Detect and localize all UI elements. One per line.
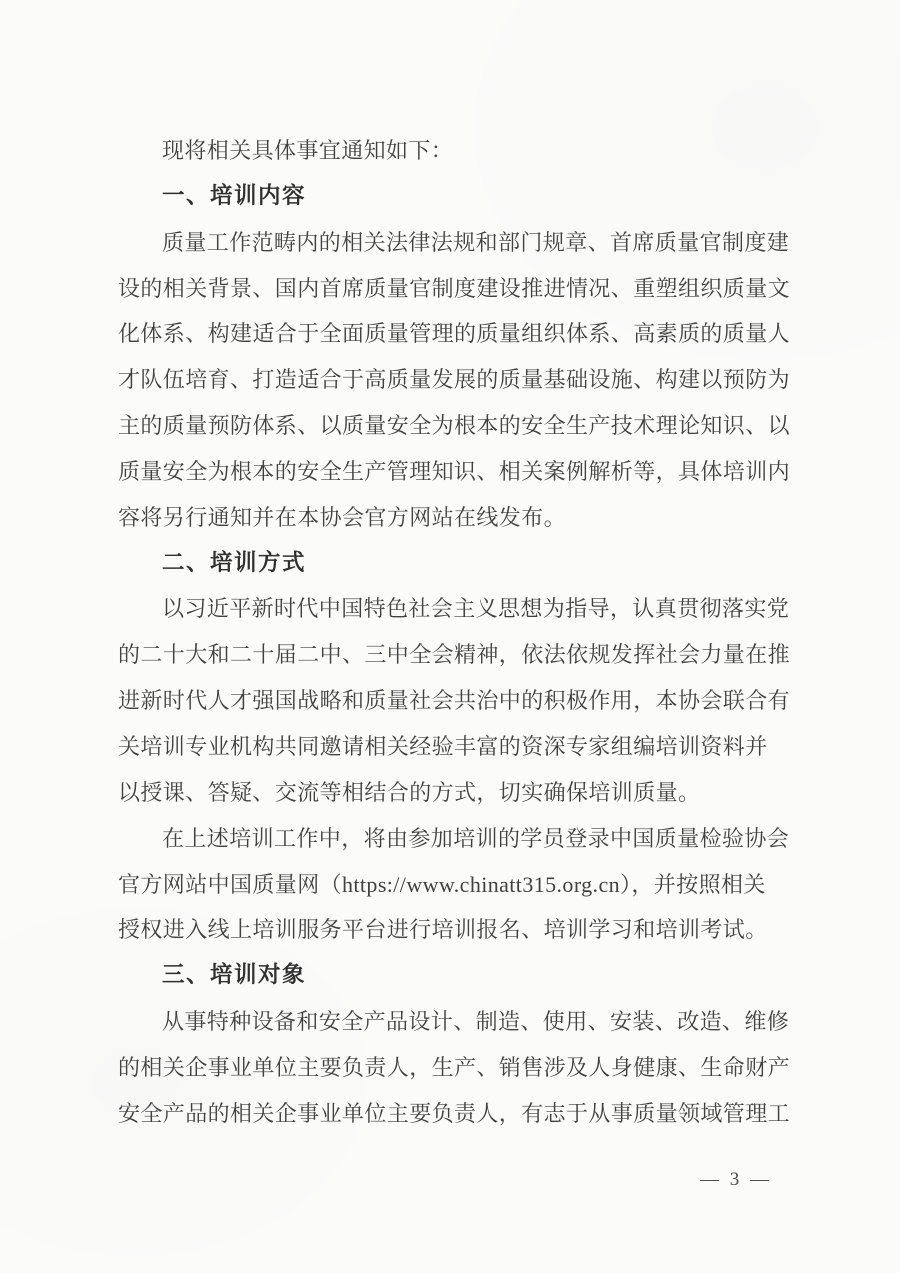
text-line: 质量安全为根本的安全生产管理知识、相关案例解析等，具体培训内 [118, 458, 791, 484]
text-line: 从事特种设备和安全产品设计、制造、使用、安装、改造、维修 [162, 1009, 790, 1035]
text-line: 授权进入线上培训服务平台进行培训报名、培训学习和培训考试。 [118, 917, 768, 943]
text-line: 安全产品的相关企事业单位主要负责人，有志于从事质量领域管理工 [118, 1100, 791, 1126]
text-line: 设的相关背景、国内首席质量官制度建设推进情况、重塑组织质量文 [118, 275, 791, 301]
text-line: 现将相关具体事宜通知如下： [162, 138, 454, 163]
text-line: 以授课、答疑、交流等相结合的方式，切实确保培训质量。 [118, 779, 701, 805]
text-line: 质量工作范畴内的相关法律法规和部门规章、首席质量官制度建 [162, 229, 790, 255]
text-line: 才队伍培育、打造适合于高质量发展的质量基础设施、构建以预防为 [118, 367, 791, 393]
text-line: 的相关企事业单位主要负责人，生产、销售涉及人身健康、生命财产 [118, 1054, 791, 1080]
text-line: 的二十大和二十届二中、三中全会精神，依法依规发挥社会力量在推 [118, 642, 791, 668]
section-heading: 三、培训对象 [162, 962, 307, 989]
text-line: 主的质量预防体系、以质量安全为根本的安全生产技术理论知识、以 [118, 413, 791, 439]
text-line: 容将另行通知并在本协会官方网站在线发布。 [118, 504, 567, 530]
document-body [118, 128, 794, 1137]
text-line: 在上述培训工作中，将由参加培训的学员登录中国质量检验协会 [162, 825, 790, 851]
text-line: 关培训专业机构共同邀请相关经验丰富的资深专家组编培训资料并 [118, 733, 768, 759]
section-heading: 一、培训内容 [162, 182, 307, 209]
text-line: 进新时代人才强国战略和质量社会共治中的积极作用，本协会联合有 [118, 688, 791, 714]
section-heading: 二、培训方式 [162, 549, 307, 576]
text-line: 官方网站中国质量网（https://www.chinatt315.org.cn），并按照相关 [118, 871, 766, 897]
page-number: — 3 — [700, 1169, 772, 1190]
text-line: 化体系、构建适合于全面质量管理的质量组织体系、高素质的质量人 [118, 321, 791, 347]
text-line: 以习近平新时代中国特色社会主义思想为指导，认真贯彻落实党 [162, 596, 790, 622]
